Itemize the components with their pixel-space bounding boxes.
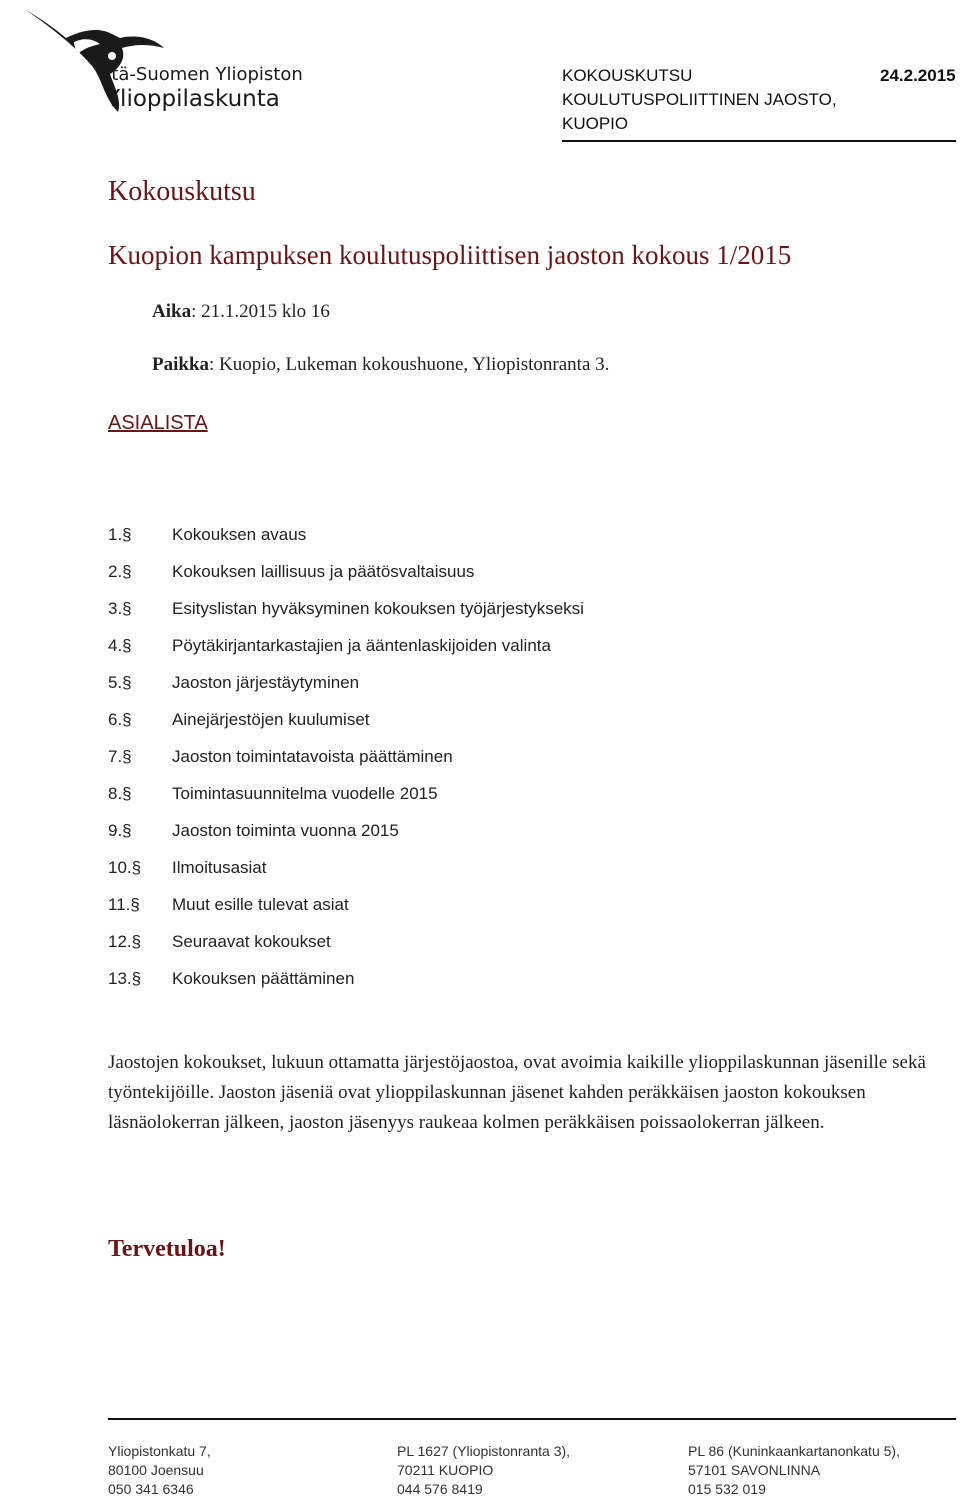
time-label: Aika	[152, 301, 192, 322]
header-date: 24.2.2015	[880, 66, 956, 85]
agenda-item-number: 5.§	[108, 673, 132, 692]
agenda-item-text: Pöytäkirjantarkastajien ja ääntenlaskijoiden valinta	[172, 636, 551, 655]
agenda-item-text: Jaoston järjestäytyminen	[172, 673, 360, 692]
agenda-item	[108, 670, 584, 707]
footer-line: 70211 KUOPIO	[397, 1462, 494, 1478]
footer-line: Yliopistonkatu 7,	[108, 1443, 211, 1459]
header-line3: KUOPIO	[562, 114, 629, 133]
meeting-place	[152, 354, 609, 376]
footer-line: PL 1627 (Yliopistonranta 3),	[397, 1443, 571, 1459]
footer-line: 015 532 019	[688, 1481, 766, 1497]
place-label: Paikka	[152, 354, 210, 375]
agenda-item	[108, 707, 584, 744]
agenda-item-number: 8.§	[108, 784, 132, 803]
agenda-item-text: Ainejärjestöjen kuulumiset	[172, 710, 370, 729]
agenda-item-text: Esityslistan hyväksyminen kokouksen työjärjestykseksi	[172, 599, 584, 618]
agenda-item-number: 7.§	[108, 747, 132, 766]
footer-line: 044 576 8419	[397, 1481, 483, 1497]
agenda-item-number: 2.§	[108, 562, 132, 581]
logo-line1: Itä-Suomen Yliopiston	[106, 64, 303, 85]
agenda-list	[108, 522, 584, 1003]
footer-line: 050 341 6346	[108, 1481, 194, 1497]
agenda-item	[108, 855, 584, 892]
agenda-item-number: 4.§	[108, 636, 132, 655]
agenda-item-number: 11.§	[108, 895, 140, 914]
agenda-item	[108, 744, 584, 781]
agenda-item-text: Kokouksen avaus	[172, 525, 307, 544]
agenda-item-number: 9.§	[108, 821, 132, 840]
agenda-item-number: 1.§	[108, 525, 132, 544]
place-value: : Kuopio, Lukeman kokoushuone, Yliopistonranta 3.	[209, 354, 610, 375]
document-header	[562, 64, 837, 136]
agenda-item-number: 10.§	[108, 858, 142, 877]
agenda-item	[108, 818, 584, 855]
agenda-item	[108, 522, 584, 559]
agenda-item-text: Kokouksen laillisuus ja päätösvaltaisuus	[172, 562, 475, 581]
footer-line: 80100 Joensuu	[108, 1462, 204, 1478]
agenda-item-number: 6.§	[108, 710, 132, 729]
agenda-item-text: Muut esille tulevat asiat	[172, 895, 349, 914]
footer-address-joensuu	[108, 1442, 211, 1499]
header-divider	[562, 140, 956, 142]
agenda-item	[108, 596, 584, 633]
agenda-heading: ASIALISTA	[108, 412, 208, 434]
membership-paragraph: Jaostojen kokoukset, lukuun ottamatta järjestöjaostoa, ovat avoimia kaikille ylioppilaskunnan jäsenille sekä työntekijöille. Jaoston jäseniä ovat ylioppilaskunnan jäsenet kahden peräkkäisen jaoston kokouksen läsnäolokerran jälkeen, jaoston jäsenyys raukeaa kolmen peräkkäisen poissaolokerran jälkeen.	[108, 1052, 926, 1133]
agenda-item	[108, 929, 584, 966]
agenda-item-text: Kokouksen päättäminen	[172, 969, 355, 988]
footer-divider	[108, 1418, 956, 1420]
page-title: Kokouskutsu	[108, 176, 256, 207]
agenda-item	[108, 966, 584, 1003]
meeting-time	[152, 301, 330, 323]
agenda-item-text: Ilmoitusasiat	[172, 858, 267, 877]
footer-line: 57101 SAVONLINNA	[688, 1462, 821, 1478]
footer-line: PL 86 (Kuninkaankartanonkatu 5),	[688, 1443, 900, 1459]
union-logo	[22, 8, 332, 120]
agenda-item-number: 13.§	[108, 969, 142, 988]
footer-address-savonlinna	[688, 1442, 900, 1499]
agenda-item-number: 12.§	[108, 932, 142, 951]
agenda-item	[108, 559, 584, 596]
agenda-item	[108, 781, 584, 818]
meeting-title: Kuopion kampuksen koulutuspoliittisen jaoston kokous 1/2015	[108, 240, 792, 270]
header-line1: KOKOUSKUTSU	[562, 66, 693, 85]
logo-line2: Ylioppilaskunta	[106, 86, 280, 112]
union-logo-icon	[22, 8, 332, 120]
time-value: : 21.1.2015 klo 16	[191, 301, 330, 322]
agenda-item-text: Jaoston toiminta vuonna 2015	[172, 821, 399, 840]
agenda-item-text: Jaoston toimintatavoista päättäminen	[172, 747, 453, 766]
agenda-item-text: Seuraavat kokoukset	[172, 932, 331, 951]
footer-address-kuopio	[397, 1442, 570, 1499]
agenda-item-number: 3.§	[108, 599, 132, 618]
agenda-item-text: Toimintasuunnitelma vuodelle 2015	[172, 784, 438, 803]
header-line2: KOULUTUSPOLIITTINEN JAOSTO,	[562, 90, 837, 109]
welcome-text: Tervetuloa!	[108, 1236, 226, 1262]
agenda-item	[108, 633, 584, 670]
agenda-item	[108, 892, 584, 929]
